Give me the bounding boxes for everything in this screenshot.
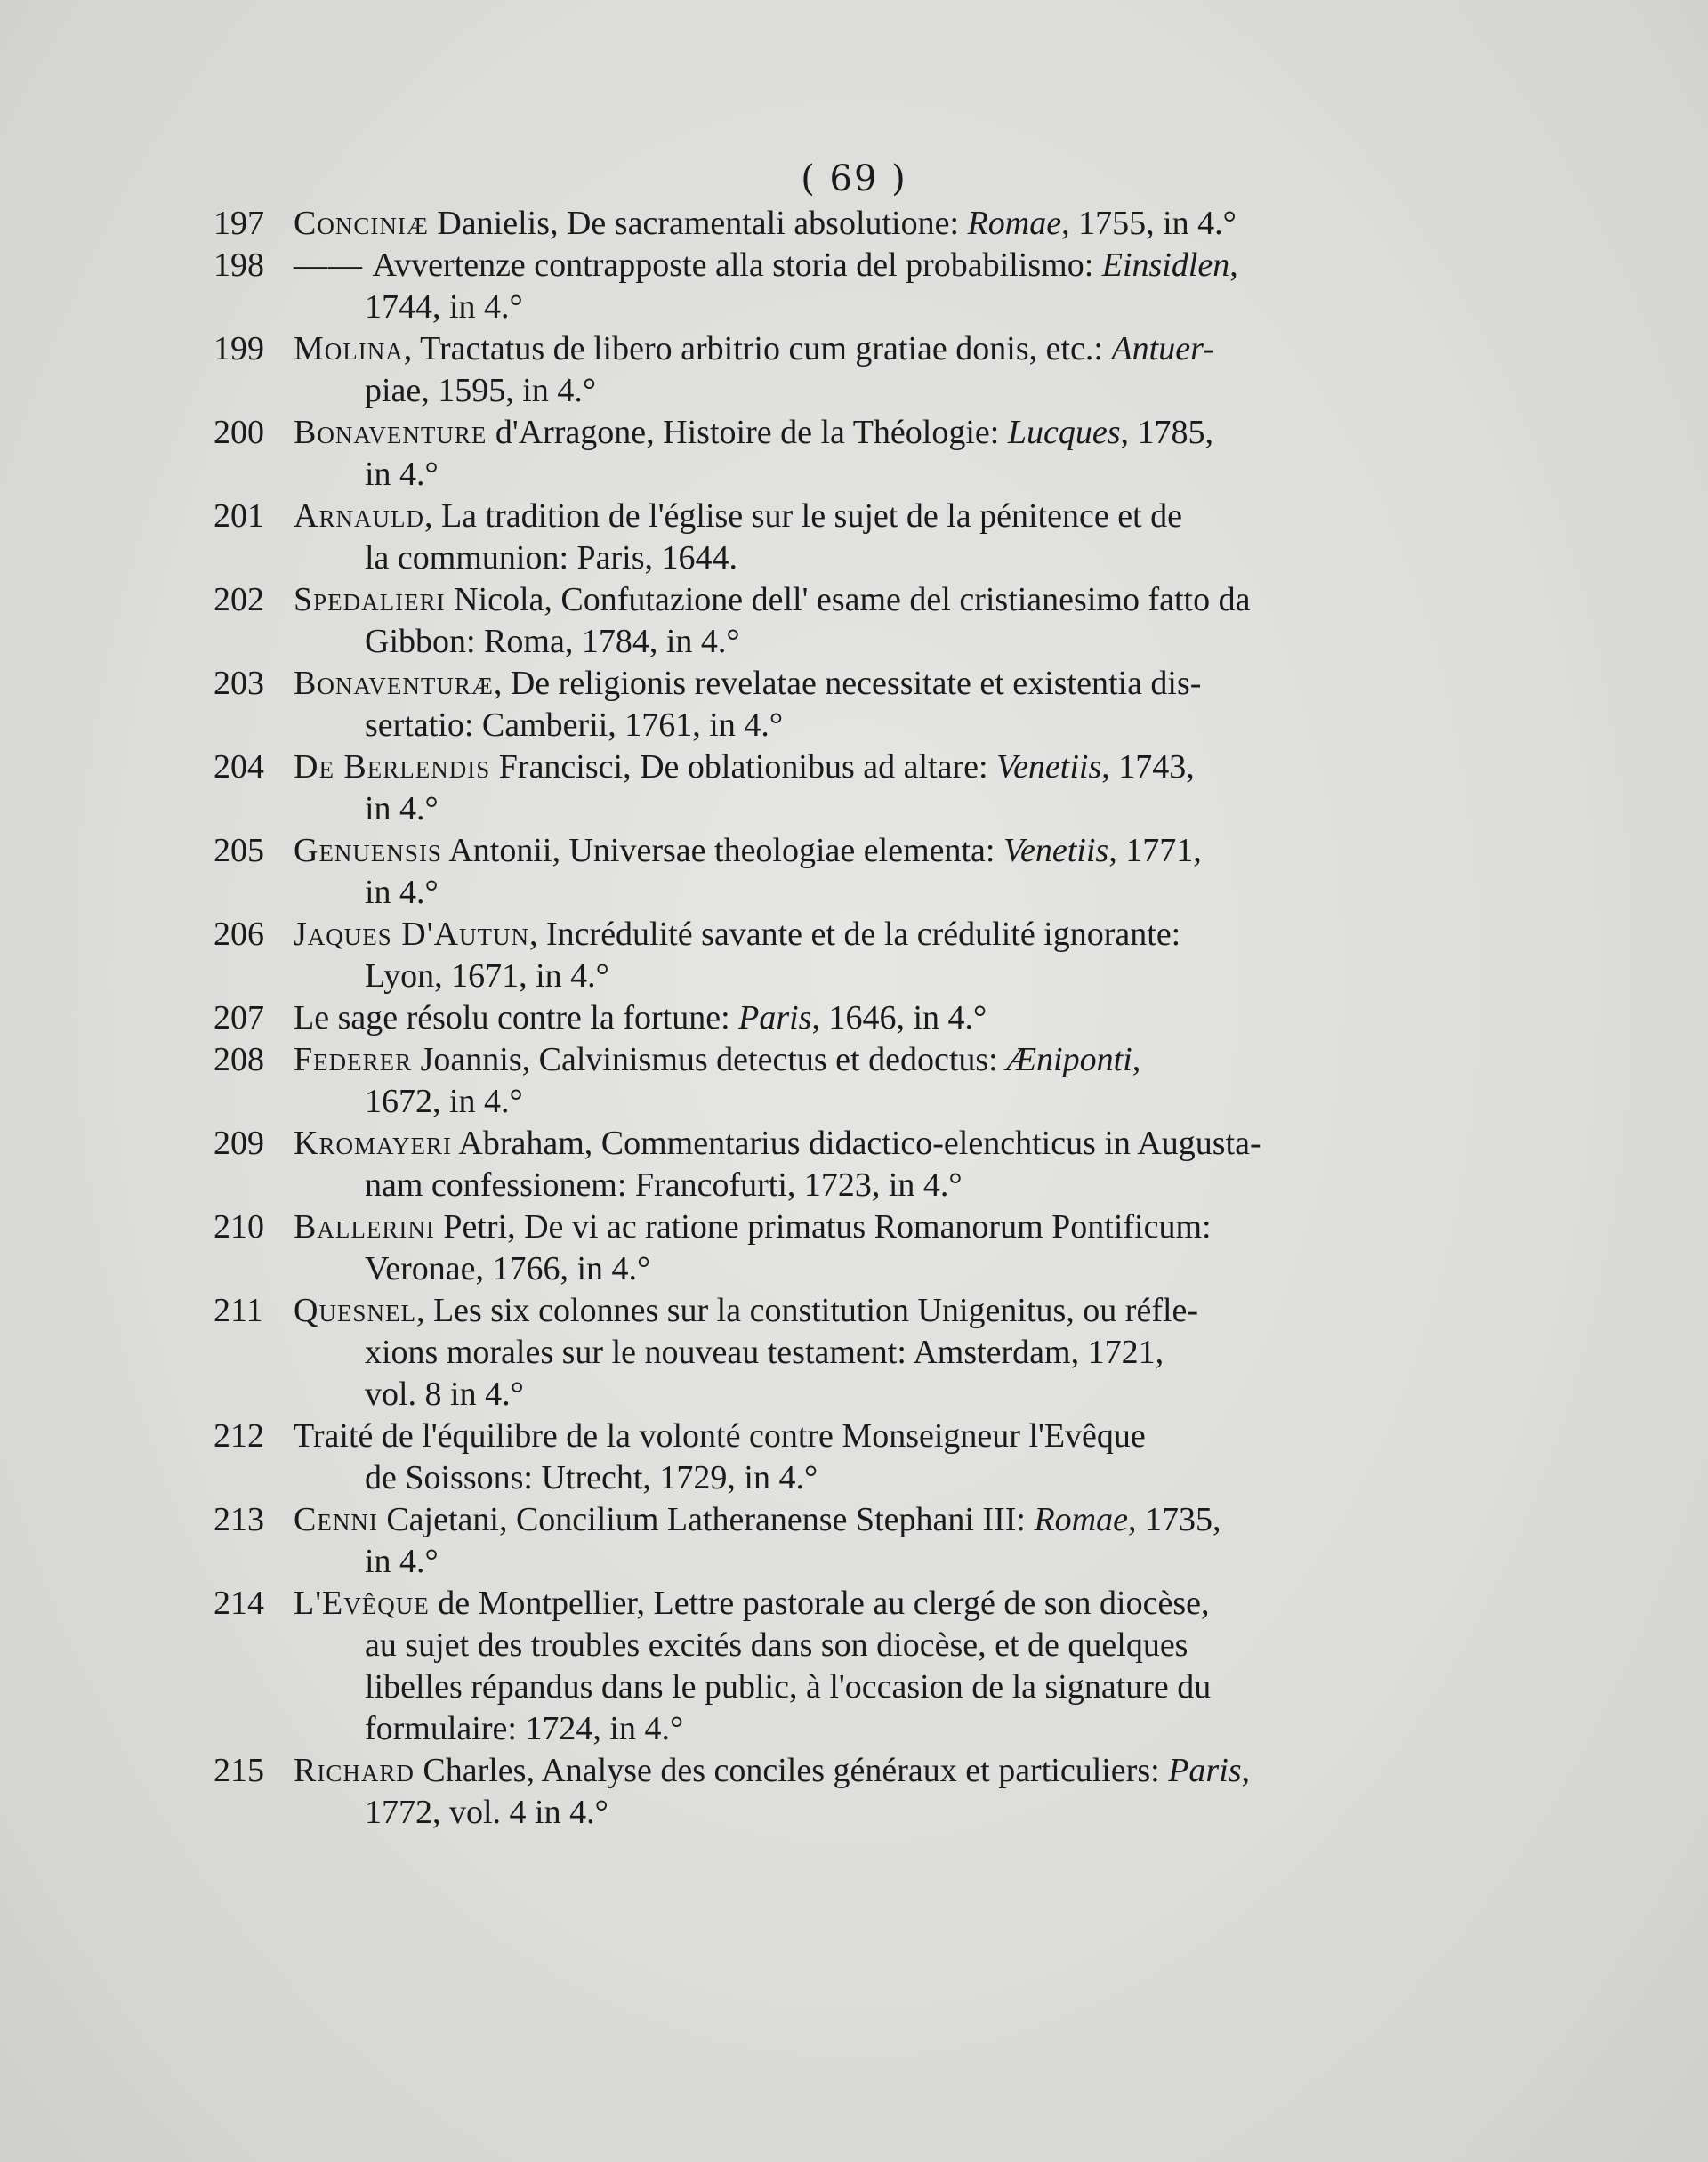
entry-text: [294, 1499, 1423, 1583]
entry-text: [294, 412, 1423, 496]
catalog-entry: [214, 1039, 1423, 1123]
entry-author: Quesnel: [294, 1292, 416, 1329]
catalog-entry: [214, 997, 1423, 1039]
entry-author: Kromayeri: [294, 1125, 452, 1162]
entry-author: Bonaventure: [294, 414, 487, 451]
entry-text: [294, 245, 1423, 328]
entry-author: L'Evêque: [294, 1585, 430, 1622]
entry-number: 212: [214, 1417, 264, 1455]
entry-place: Venetiis: [1003, 832, 1109, 869]
entry-number: 199: [214, 330, 264, 367]
entry-number: 203: [214, 665, 264, 702]
catalog-entry: [214, 1206, 1423, 1290]
catalog-entry: [214, 1416, 1423, 1499]
entry-number: 201: [214, 497, 264, 535]
page-number: ( 69 ): [801, 158, 907, 199]
entry-author: De Berlendis: [294, 748, 491, 786]
entry-imprint: , 1755, in 4.°: [1061, 205, 1237, 242]
entry-number: 210: [214, 1208, 264, 1246]
entry-title: Charles, Analyse des conciles généraux et particuliers:: [414, 1752, 1169, 1789]
catalog-entry: [214, 245, 1423, 328]
entry-place: Paris: [738, 999, 812, 1037]
entry-text: [294, 1123, 1423, 1206]
entry-text: [294, 1290, 1423, 1416]
entry-title: Le sage résolu contre la fortune:: [294, 999, 739, 1037]
entry-text: [294, 1750, 1423, 1834]
entry-place: Antuer-: [1111, 330, 1214, 367]
catalog-entry: [214, 579, 1423, 663]
entry-number: 215: [214, 1752, 264, 1789]
entry-title: de Montpellier, Lettre pastorale au clergé de son diocèse,: [429, 1585, 1210, 1622]
entry-continuation: 1672, in 4.°: [365, 1083, 523, 1120]
entry-title: Petri, De vi ac ratione primatus Romanorum Pontificum:: [434, 1208, 1212, 1246]
entry-number: 214: [214, 1585, 264, 1622]
entry-continuation: Veronae, 1766, in 4.°: [365, 1250, 651, 1287]
entry-title: Cajetani, Concilium Latheranense Stephani III:: [377, 1501, 1035, 1538]
entry-number: 205: [214, 832, 264, 869]
entry-continuation: 1772, vol. 4 in 4.°: [365, 1794, 608, 1831]
entry-number: 211: [214, 1292, 263, 1329]
entry-author: Jaques D'Autun: [294, 916, 530, 953]
entry-place: Lucques: [1007, 414, 1121, 451]
entry-imprint: , 1735,: [1127, 1501, 1221, 1538]
entry-number: 207: [214, 999, 264, 1037]
entry-imprint: , 1771,: [1108, 832, 1202, 869]
entry-text: [294, 496, 1423, 579]
entry-imprint: , 1743,: [1101, 748, 1195, 786]
entry-title: , La tradition de l'église sur le sujet de la pénitence et de: [423, 497, 1182, 535]
entry-text: [294, 1039, 1423, 1123]
entry-number: 202: [214, 581, 264, 618]
entry-title: Nicola, Confutazione dell' esame del cristianesimo fatto da: [445, 581, 1251, 618]
entry-title: , Incrédulité savante et de la crédulité ignorante:: [529, 916, 1181, 953]
entry-continuation: au sujet des troubles excités dans son diocèse, et de quelques libelles répandus dans le public, à l'occasion de la signature du formulaire: 1724, in 4.°: [365, 1626, 1212, 1747]
entry-title: Antonii, Universae theologiae elementa:: [441, 832, 1003, 869]
entry-author: Spedalieri: [294, 581, 446, 618]
entry-continuation: in 4.°: [365, 1543, 439, 1580]
entry-text: [294, 1416, 1423, 1499]
entry-continuation: sertatio: Camberii, 1761, in 4.°: [365, 706, 784, 744]
entry-text: [294, 997, 1423, 1039]
entry-title: Francisci, De oblationibus ad altare:: [490, 748, 997, 786]
entry-place: Einsidlen: [1101, 246, 1230, 284]
catalog-entry: [214, 1750, 1423, 1834]
entry-number: 206: [214, 916, 264, 953]
entry-text: [294, 1206, 1423, 1290]
entry-author: Bonaventuræ: [294, 665, 494, 702]
entry-imprint: ,: [1229, 246, 1238, 284]
catalog-entry: [214, 1499, 1423, 1583]
entry-text: [294, 663, 1423, 746]
entry-title: , Tractatus de libero arbitrio cum gratiae donis, etc.:: [403, 330, 1112, 367]
entry-title: Abraham, Commentarius didactico-elenchticus in Augusta-: [451, 1125, 1261, 1162]
entry-text: [294, 746, 1423, 830]
catalog-entry: [214, 1123, 1423, 1206]
entry-continuation: xions morales sur le nouveau testament: Amsterdam, 1721, vol. 8 in 4.°: [365, 1334, 1164, 1413]
entry-continuation: la communion: Paris, 1644.: [365, 539, 738, 577]
entry-title: d'Arragone, Histoire de la Théologie:: [487, 414, 1008, 451]
entry-place: Venetiis: [996, 748, 1102, 786]
entry-text: [294, 579, 1423, 663]
entry-continuation: Lyon, 1671, in 4.°: [365, 957, 609, 995]
entry-place: Paris: [1168, 1752, 1242, 1789]
catalog-entry: [214, 1583, 1423, 1750]
entry-title: , Les six colonnes sur la constitution Unigenitus, ou réfle-: [415, 1292, 1199, 1329]
entry-title: Avvertenze contrapposte alla storia del probabilismo:: [372, 246, 1102, 284]
entry-text: [294, 1583, 1423, 1750]
entry-continuation: in 4.°: [365, 790, 439, 827]
entry-text: [294, 203, 1423, 245]
entry-author: Conciniæ: [294, 205, 429, 242]
catalog-entry: [214, 412, 1423, 496]
entry-number: 204: [214, 748, 264, 786]
catalog-entry: [214, 328, 1423, 412]
entry-continuation: in 4.°: [365, 874, 439, 911]
entry-continuation: nam confessionem: Francofurti, 1723, in 4.°: [365, 1166, 963, 1204]
entry-continuation: piae, 1595, in 4.°: [365, 372, 597, 409]
catalog-entry: [214, 1290, 1423, 1416]
entry-title: Danielis, De sacramentali absolutione:: [428, 205, 968, 242]
entry-author: Cenni: [294, 1501, 378, 1538]
entry-number: 209: [214, 1125, 264, 1162]
entry-title: Traité de l'équilibre de la volonté contre Monseigneur l'Evêque: [294, 1417, 1146, 1455]
entry-continuation: de Soissons: Utrecht, 1729, in 4.°: [365, 1459, 818, 1496]
entry-text: [294, 830, 1423, 914]
entry-place: Romae: [1034, 1501, 1128, 1538]
entry-imprint: ,: [1241, 1752, 1251, 1789]
entry-number: 198: [214, 246, 264, 284]
entry-number: 213: [214, 1501, 264, 1538]
entry-author: Molina: [294, 330, 404, 367]
entry-number: 208: [214, 1041, 264, 1078]
catalog-entry: [214, 203, 1423, 245]
entry-imprint: , 1646, in 4.°: [811, 999, 987, 1037]
entry-text: [294, 914, 1423, 997]
catalog-entry: [214, 663, 1423, 746]
entry-number: 197: [214, 205, 264, 242]
entry-place: Æniponti: [1006, 1041, 1132, 1078]
entry-continuation: Gibbon: Roma, 1784, in 4.°: [365, 623, 740, 660]
catalog-entry: [214, 496, 1423, 579]
entry-number: 200: [214, 414, 264, 451]
entry-imprint: ,: [1132, 1041, 1141, 1078]
catalog-entry: [214, 746, 1423, 830]
entry-imprint: , 1785,: [1120, 414, 1213, 451]
entry-author: Richard: [294, 1752, 415, 1789]
catalog-entry: [214, 914, 1423, 997]
entry-text: [294, 328, 1423, 412]
entry-author: Ballerini: [294, 1208, 435, 1246]
entry-author: Federer: [294, 1041, 413, 1078]
catalog-entry: [214, 830, 1423, 914]
entry-author: Arnauld: [294, 497, 424, 535]
entry-author: Genuensis: [294, 832, 442, 869]
entry-continuation: in 4.°: [365, 456, 439, 493]
entry-place: Romae: [967, 205, 1062, 242]
entry-title: , De religionis revelatae necessitate et existentia dis-: [493, 665, 1202, 702]
entry-title: Joannis, Calvinismus detectus et dedoctus:: [412, 1041, 1007, 1078]
catalog-list: [214, 203, 1423, 1834]
entry-author: ——: [294, 246, 373, 284]
entry-continuation: 1744, in 4.°: [365, 288, 523, 326]
